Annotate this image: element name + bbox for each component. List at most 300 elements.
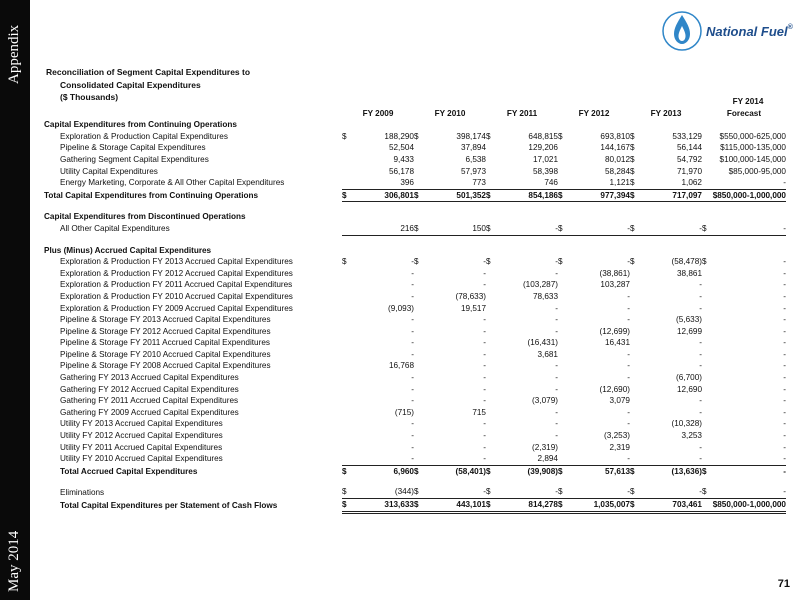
row-label: Utility Capital Expenditures: [60, 166, 158, 176]
currency-symbol: [414, 326, 422, 338]
currency-symbol: [630, 314, 638, 326]
value-cell: 188,290: [384, 131, 414, 141]
value-cell: 977,394: [566, 189, 630, 202]
value-cell: (39,908): [527, 466, 558, 476]
currency-symbol: $: [414, 466, 419, 476]
currency-symbol: [630, 407, 638, 419]
currency-symbol: $: [414, 486, 422, 498]
currency-symbol: [342, 142, 350, 154]
currency-symbol: [702, 384, 710, 396]
row-label: Pipeline & Storage FY 2013 Accrued Capital Expenditures: [60, 315, 271, 325]
currency-symbol: $: [558, 131, 563, 141]
value-cell: -: [411, 384, 414, 394]
value-cell: -: [422, 453, 486, 465]
table-row: [44, 268, 786, 280]
table-row: [44, 430, 786, 442]
value-cell: 144,167: [600, 143, 630, 153]
value-cell: -: [411, 396, 414, 406]
currency-symbol: [414, 418, 422, 430]
row-label: Exploration & Production FY 2009 Accrued Capital Expenditures: [60, 303, 293, 313]
value-cell: 129,206: [528, 143, 558, 153]
currency-symbol: $: [630, 257, 635, 267]
currency-symbol: [702, 407, 710, 419]
currency-symbol: $: [342, 131, 347, 141]
forecast-cell: -: [710, 223, 786, 235]
table-row: [44, 177, 786, 189]
currency-symbol: [702, 166, 710, 178]
value-cell: -: [555, 419, 558, 429]
currency-symbol: [486, 407, 494, 419]
value-cell: -: [627, 349, 630, 359]
forecast-cell: -: [783, 315, 786, 325]
currency-symbol: $: [486, 131, 491, 141]
row-label: Pipeline & Storage Capital Expenditures: [60, 143, 206, 153]
spacer-row: [44, 235, 786, 245]
currency-symbol: [342, 268, 350, 280]
total-row: [44, 499, 786, 513]
value-cell: 746: [494, 177, 558, 189]
currency-symbol: [630, 372, 638, 384]
currency-symbol: [342, 407, 350, 419]
value-cell: 1,121: [566, 177, 630, 189]
col-header-fy2013: FY 2013: [650, 108, 682, 118]
company-logo: [660, 6, 800, 52]
currency-symbol: [630, 418, 638, 430]
currency-symbol: [630, 337, 638, 349]
currency-symbol: [702, 337, 710, 349]
currency-symbol: $: [342, 466, 347, 476]
title-line-2: Consolidated Capital Expenditures: [60, 79, 201, 90]
row-label: Gathering FY 2013 Accrued Capital Expenditures: [60, 373, 239, 383]
total-row: [44, 189, 786, 202]
section-header-row: [44, 119, 786, 131]
currency-symbol: [486, 337, 494, 349]
currency-symbol: [702, 360, 710, 372]
forecast-cell: -: [783, 384, 786, 394]
value-cell: 533,129: [672, 131, 702, 141]
value-cell: 1,062: [638, 177, 702, 189]
value-cell: 3,681: [537, 349, 558, 359]
currency-symbol: [558, 268, 566, 280]
currency-symbol: [414, 395, 422, 407]
forecast-cell: -: [783, 466, 786, 476]
currency-symbol: $: [630, 154, 635, 164]
value-cell: -: [699, 338, 702, 348]
value-cell: -: [411, 257, 414, 267]
row-label: Total Capital Expenditures from Continuing Operations: [44, 190, 259, 200]
value-cell: (58,401): [455, 466, 486, 476]
table-row: [44, 337, 786, 349]
value-cell: 103,287: [600, 280, 630, 290]
currency-symbol: $: [630, 486, 638, 498]
row-label: Gathering FY 2009 Accrued Capital Expenditures: [60, 407, 239, 417]
col-header-fy2009: FY 2009: [362, 108, 394, 118]
value-cell: 9,433: [393, 154, 414, 164]
forecast-cell: -: [710, 453, 786, 465]
currency-symbol: $: [558, 189, 566, 202]
currency-symbol: [702, 499, 710, 513]
currency-symbol: [702, 430, 710, 442]
currency-symbol: $: [630, 189, 638, 202]
currency-symbol: $: [486, 486, 494, 498]
currency-symbol: [558, 326, 566, 338]
sidebar: [0, 0, 30, 600]
currency-symbol: [558, 279, 566, 291]
currency-symbol: $: [486, 499, 494, 513]
currency-symbol: [702, 326, 710, 338]
currency-symbol: [702, 268, 710, 280]
currency-symbol: [558, 142, 566, 154]
currency-symbol: $: [486, 257, 491, 267]
value-cell: (103,287): [522, 280, 558, 290]
currency-symbol: [558, 453, 566, 465]
table-row: [44, 291, 786, 303]
value-cell: -: [627, 257, 630, 267]
value-cell: -: [627, 407, 630, 417]
section-header: Plus (Minus) Accrued Capital Expenditures: [44, 245, 212, 255]
row-label: Pipeline & Storage FY 2010 Accrued Capital Expenditures: [60, 349, 271, 359]
currency-symbol: [630, 279, 638, 291]
value-cell: -: [350, 453, 414, 465]
currency-symbol: [342, 166, 350, 178]
flame-icon: [660, 6, 704, 52]
value-cell: -: [483, 315, 486, 325]
table-row: [44, 360, 786, 372]
currency-symbol: $: [486, 189, 494, 202]
value-cell: -: [566, 223, 630, 235]
value-cell: -: [483, 384, 486, 394]
forecast-cell: -: [783, 431, 786, 441]
value-cell: (12,699): [599, 326, 630, 336]
value-cell: 6,538: [465, 154, 486, 164]
value-cell: -: [411, 291, 414, 301]
value-cell: 37,894: [460, 143, 486, 153]
value-cell: -: [411, 431, 414, 441]
currency-symbol: [486, 372, 494, 384]
row-label: Utility FY 2010 Accrued Capital Expenditures: [60, 454, 223, 464]
value-cell: -: [555, 257, 558, 267]
table-row: [44, 418, 786, 430]
currency-symbol: [702, 442, 710, 454]
value-cell: 71,970: [676, 166, 702, 176]
currency-symbol: [414, 166, 422, 178]
table-row: [44, 131, 786, 143]
currency-symbol: [558, 166, 566, 178]
currency-symbol: [630, 326, 638, 338]
currency-symbol: [414, 291, 422, 303]
row-label: Exploration & Production FY 2013 Accrued Capital Expenditures: [60, 257, 293, 267]
currency-symbol: [414, 453, 422, 465]
forecast-cell: -: [783, 280, 786, 290]
forecast-cell: -: [783, 442, 786, 452]
value-cell: 16,768: [388, 361, 414, 371]
value-cell: 398,174: [456, 131, 486, 141]
value-cell: -: [555, 303, 558, 313]
currency-symbol: [486, 142, 494, 154]
value-cell: 443,101: [422, 499, 486, 513]
forecast-cell: -: [783, 396, 786, 406]
col-header-forecast: Forecast: [726, 108, 762, 118]
row-label: Pipeline & Storage FY 2008 Accrued Capital Expenditures: [60, 361, 271, 371]
value-cell: 54,792: [676, 154, 702, 164]
registered-mark: ®: [787, 24, 793, 31]
currency-symbol: [414, 349, 422, 361]
currency-symbol: [558, 372, 566, 384]
currency-symbol: [414, 154, 422, 166]
currency-symbol: [342, 314, 350, 326]
value-cell: -: [699, 349, 702, 359]
value-cell: -: [555, 326, 558, 336]
currency-symbol: [630, 268, 638, 280]
col-header-fy2011: FY 2011: [506, 108, 538, 118]
forecast-cell: -: [783, 303, 786, 313]
currency-symbol: [414, 314, 422, 326]
table-row: [44, 142, 786, 154]
value-cell: (2,319): [532, 442, 558, 452]
table-row: [44, 384, 786, 396]
currency-symbol: [486, 303, 494, 315]
value-cell: 6,960: [393, 466, 414, 476]
currency-symbol: [342, 430, 350, 442]
value-cell: (6,700): [676, 373, 702, 383]
value-cell: 313,633: [350, 499, 414, 513]
currency-symbol: [342, 349, 350, 361]
value-cell: -: [699, 442, 702, 452]
currency-symbol: [414, 142, 422, 154]
currency-symbol: [414, 337, 422, 349]
logo-wordmark: National Fuel: [706, 24, 788, 39]
value-cell: 58,398: [532, 166, 558, 176]
currency-symbol: $: [630, 466, 635, 476]
table-row: [44, 395, 786, 407]
currency-symbol: [486, 430, 494, 442]
currency-symbol: [342, 384, 350, 396]
currency-symbol: [486, 442, 494, 454]
currency-symbol: [342, 303, 350, 315]
forecast-cell: -: [783, 326, 786, 336]
row-label: Utility FY 2013 Accrued Capital Expenditures: [60, 419, 223, 429]
total-row: [44, 465, 786, 477]
currency-symbol: [414, 360, 422, 372]
currency-symbol: [558, 395, 566, 407]
currency-symbol: [702, 453, 710, 465]
value-cell: 56,144: [676, 143, 702, 153]
value-cell: (10,328): [671, 419, 702, 429]
currency-symbol: $: [702, 466, 707, 476]
forecast-cell: -: [783, 419, 786, 429]
value-cell: -: [555, 315, 558, 325]
section-header-row: [44, 245, 786, 257]
currency-symbol: $: [558, 257, 563, 267]
date-label: May 2014: [6, 530, 22, 592]
value-cell: -: [483, 373, 486, 383]
forecast-cell: $115,000-135,000: [720, 143, 786, 153]
value-cell: 19,517: [460, 303, 486, 313]
currency-symbol: $: [702, 257, 707, 267]
currency-symbol: [558, 430, 566, 442]
currency-symbol: [630, 303, 638, 315]
currency-symbol: $: [558, 466, 563, 476]
value-cell: 80,012: [604, 154, 630, 164]
forecast-cell: -: [783, 407, 786, 417]
value-cell: -: [411, 268, 414, 278]
value-cell: -: [483, 349, 486, 359]
currency-symbol: [558, 177, 566, 189]
value-cell: 216: [350, 223, 414, 235]
currency-symbol: [630, 384, 638, 396]
page-number: 71: [777, 578, 790, 590]
currency-symbol: [558, 384, 566, 396]
value-cell: -: [483, 419, 486, 429]
value-cell: -: [627, 303, 630, 313]
value-cell: 56,178: [388, 166, 414, 176]
currency-symbol: [414, 384, 422, 396]
value-cell: 3,079: [609, 396, 630, 406]
value-cell: 306,801: [350, 189, 414, 202]
value-cell: -: [411, 326, 414, 336]
table-row: [44, 349, 786, 361]
value-cell: 38,861: [676, 268, 702, 278]
currency-symbol: $: [342, 499, 350, 513]
currency-symbol: $: [414, 223, 422, 235]
value-cell: 396: [350, 177, 414, 189]
currency-symbol: [342, 223, 350, 235]
value-cell: -: [566, 486, 630, 498]
forecast-cell: -: [710, 486, 786, 498]
value-cell: -: [627, 419, 630, 429]
currency-symbol: $: [630, 131, 635, 141]
currency-symbol: $: [558, 499, 566, 513]
value-cell: -: [494, 486, 558, 498]
currency-symbol: [630, 360, 638, 372]
value-cell: -: [411, 373, 414, 383]
row-label: Exploration & Production FY 2012 Accrued Capital Expenditures: [60, 268, 293, 278]
value-cell: -: [483, 361, 486, 371]
currency-symbol: [486, 177, 494, 189]
value-cell: -: [411, 338, 414, 348]
currency-symbol: $: [414, 131, 419, 141]
currency-symbol: [558, 337, 566, 349]
value-cell: -: [494, 223, 558, 235]
currency-symbol: $: [486, 466, 491, 476]
row-label: Gathering FY 2012 Accrued Capital Expenditures: [60, 384, 239, 394]
row-label: Eliminations: [60, 487, 105, 497]
title-line-3: ($ Thousands): [60, 92, 119, 102]
value-cell: -: [483, 280, 486, 290]
currency-symbol: [486, 453, 494, 465]
value-cell: (16,431): [527, 338, 558, 348]
table-row: [44, 453, 786, 465]
table-row: [44, 166, 786, 178]
value-cell: -: [638, 453, 702, 465]
currency-symbol: [414, 303, 422, 315]
currency-symbol: [342, 360, 350, 372]
section-header: Capital Expenditures from Continuing Operations: [44, 120, 237, 130]
currency-symbol: $: [630, 499, 638, 513]
value-cell: -: [483, 396, 486, 406]
currency-symbol: [630, 453, 638, 465]
currency-symbol: [342, 177, 350, 189]
value-cell: (13,636): [671, 466, 702, 476]
currency-symbol: [486, 349, 494, 361]
currency-symbol: [414, 407, 422, 419]
forecast-cell: -: [783, 268, 786, 278]
col-header-fy2012: FY 2012: [578, 108, 610, 118]
value-cell: 854,186: [494, 189, 558, 202]
currency-symbol: [702, 279, 710, 291]
value-cell: 57,973: [460, 166, 486, 176]
row-label: Exploration & Production FY 2010 Accrued Capital Expenditures: [60, 291, 293, 301]
table-row: [44, 326, 786, 338]
currency-symbol: [342, 326, 350, 338]
value-cell: -: [411, 280, 414, 290]
currency-symbol: $: [630, 223, 638, 235]
value-cell: 2,319: [609, 442, 630, 452]
currency-symbol: [414, 430, 422, 442]
value-cell: -: [699, 361, 702, 371]
table-row: [44, 486, 786, 498]
currency-symbol: [702, 314, 710, 326]
currency-symbol: [558, 349, 566, 361]
value-cell: -: [555, 384, 558, 394]
currency-symbol: [702, 349, 710, 361]
currency-symbol: $: [630, 177, 638, 189]
col-header-fy2014: FY 2014: [732, 97, 764, 106]
currency-symbol: $: [342, 189, 350, 202]
forecast-cell: -: [710, 177, 786, 189]
value-cell: -: [638, 223, 702, 235]
value-cell: -: [555, 268, 558, 278]
currency-symbol: $: [342, 257, 347, 267]
value-cell: 2,894: [494, 453, 558, 465]
currency-symbol: $: [702, 486, 710, 498]
value-cell: 78,633: [532, 291, 558, 301]
currency-symbol: [486, 326, 494, 338]
row-label: Utility FY 2011 Accrued Capital Expenditures: [60, 442, 223, 452]
currency-symbol: [702, 418, 710, 430]
row-label: Energy Marketing, Corporate & All Other Capital Expenditures: [60, 178, 285, 188]
currency-symbol: [702, 291, 710, 303]
value-cell: 3,253: [681, 431, 702, 441]
table-row: [44, 442, 786, 454]
currency-symbol: [414, 442, 422, 454]
value-cell: -: [699, 396, 702, 406]
value-cell: 501,352: [422, 189, 486, 202]
currency-symbol: [558, 303, 566, 315]
value-cell: -: [422, 486, 486, 498]
value-cell: 17,021: [532, 154, 558, 164]
currency-symbol: [630, 291, 638, 303]
value-cell: -: [483, 326, 486, 336]
value-cell: 58,284: [604, 166, 630, 176]
value-cell: (3,253): [604, 431, 630, 441]
value-cell: -: [411, 349, 414, 359]
value-cell: (715): [394, 407, 414, 417]
forecast-cell: -: [783, 361, 786, 371]
value-cell: (12,690): [599, 384, 630, 394]
value-cell: -: [483, 442, 486, 452]
row-label: Total Accrued Capital Expenditures: [60, 466, 198, 476]
currency-symbol: [342, 418, 350, 430]
row-label: Utility FY 2012 Accrued Capital Expenditures: [60, 431, 223, 441]
value-cell: -: [627, 291, 630, 301]
value-cell: 703,461: [638, 499, 702, 513]
row-label: All Other Capital Expenditures: [60, 224, 170, 234]
currency-symbol: [486, 268, 494, 280]
currency-symbol: [342, 395, 350, 407]
value-cell: 57,613: [604, 466, 630, 476]
section-header: Capital Expenditures from Discontinued Operations: [44, 212, 246, 222]
